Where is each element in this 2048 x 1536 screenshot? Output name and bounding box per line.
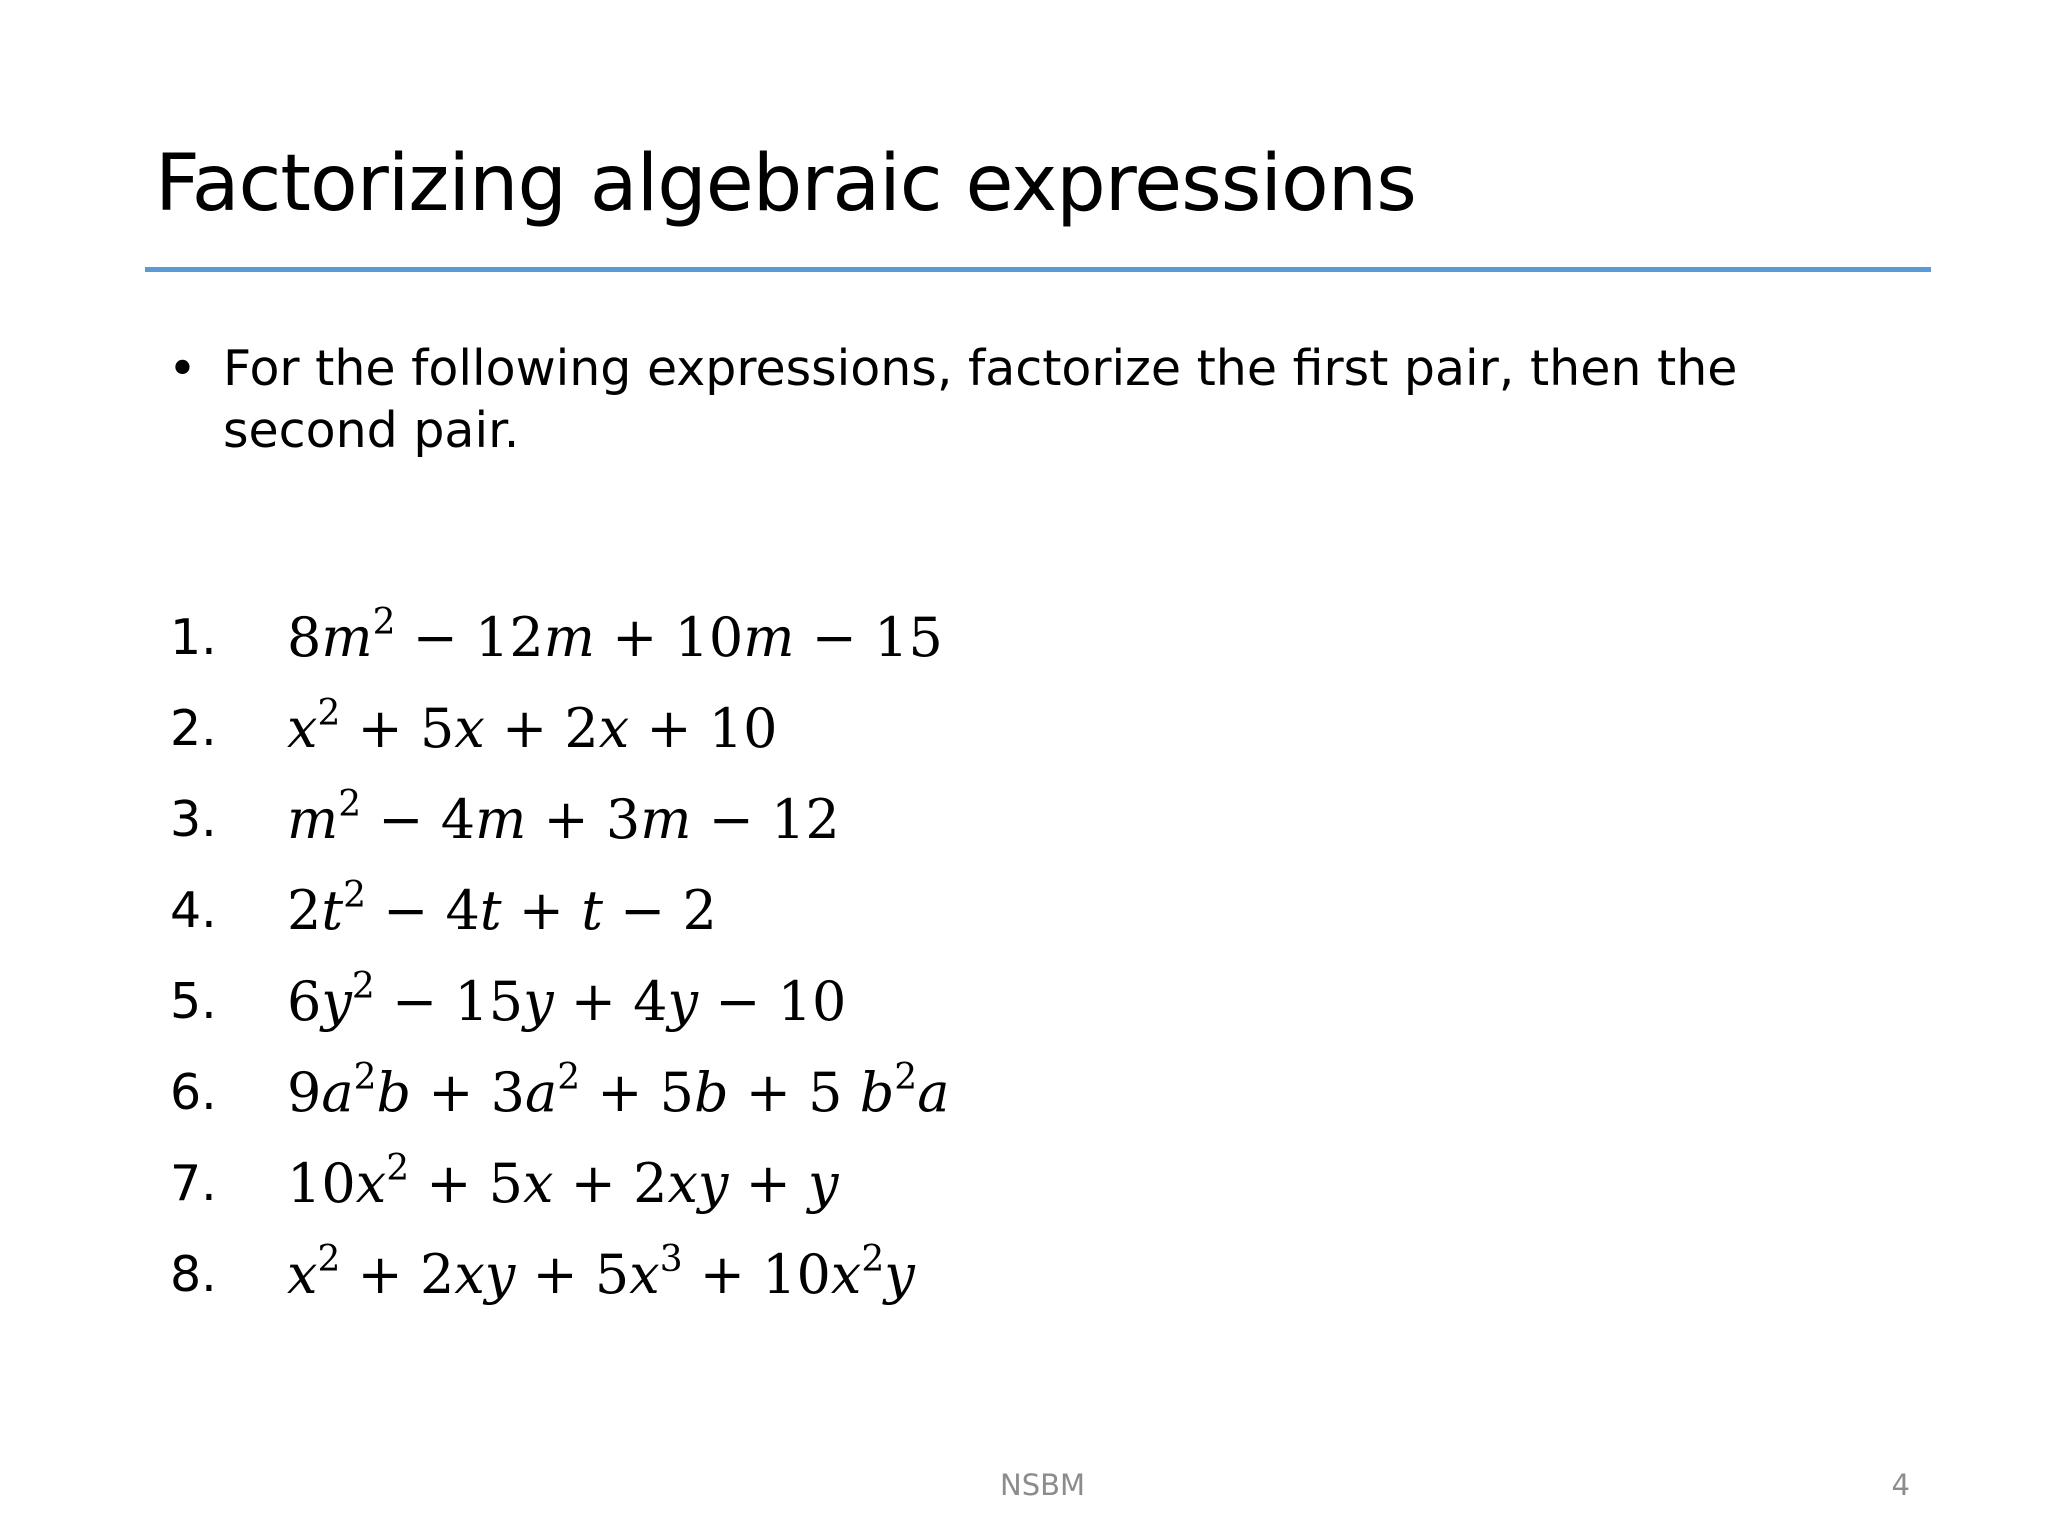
exercise-number: 1. xyxy=(170,609,217,666)
exercise-item xyxy=(170,774,949,865)
instruction-text: For the following expressions, factorize the first pair, then the second pair. xyxy=(223,340,1738,459)
instruction-bullet xyxy=(168,338,1908,462)
exercise-item xyxy=(170,592,949,683)
exercise-number: 4. xyxy=(170,882,217,939)
exercise-item xyxy=(170,956,949,1047)
exercise-expression: $m^2 - 4m + 3m - 12$ xyxy=(287,784,840,851)
exercise-item xyxy=(170,1047,949,1138)
exercise-number: 8. xyxy=(170,1246,217,1303)
exercise-expression: $2t^2 - 4t + t - 2$ xyxy=(287,875,717,942)
title-divider xyxy=(145,267,1931,272)
exercise-number: 7. xyxy=(170,1155,217,1212)
exercise-item xyxy=(170,865,949,956)
exercise-expression: $x^2 + 2xy + 5x^3 + 10x^2y$ xyxy=(287,1239,915,1306)
footer-text: NSBM xyxy=(1000,1468,1086,1502)
exercise-number: 3. xyxy=(170,791,217,848)
exercise-item xyxy=(170,683,949,774)
exercise-number: 5. xyxy=(170,973,217,1030)
exercise-expression: $8m^2 - 12m + 10m - 15$ xyxy=(287,602,943,669)
exercise-expression: $10x^2 + 5x + 2xy + y$ xyxy=(287,1148,839,1215)
exercise-expression: $9a^2b + 3a^2 + 5b + 5$ $b^2a$ xyxy=(287,1057,950,1124)
slide-title: Factorizing algebraic expressions xyxy=(155,139,1416,229)
exercise-number: 6. xyxy=(170,1064,217,1121)
exercise-expression: $6y^2 - 15y + 4y - 10$ xyxy=(287,966,847,1033)
page-number: 4 xyxy=(1891,1468,1910,1502)
bullet-dot: • xyxy=(168,340,197,397)
exercise-number: 2. xyxy=(170,700,217,757)
exercise-item xyxy=(170,1138,949,1229)
exercise-item xyxy=(170,1229,949,1320)
exercise-expression: $x^2 + 5x + 2x + 10$ xyxy=(287,693,778,760)
exercise-list xyxy=(170,592,949,1320)
